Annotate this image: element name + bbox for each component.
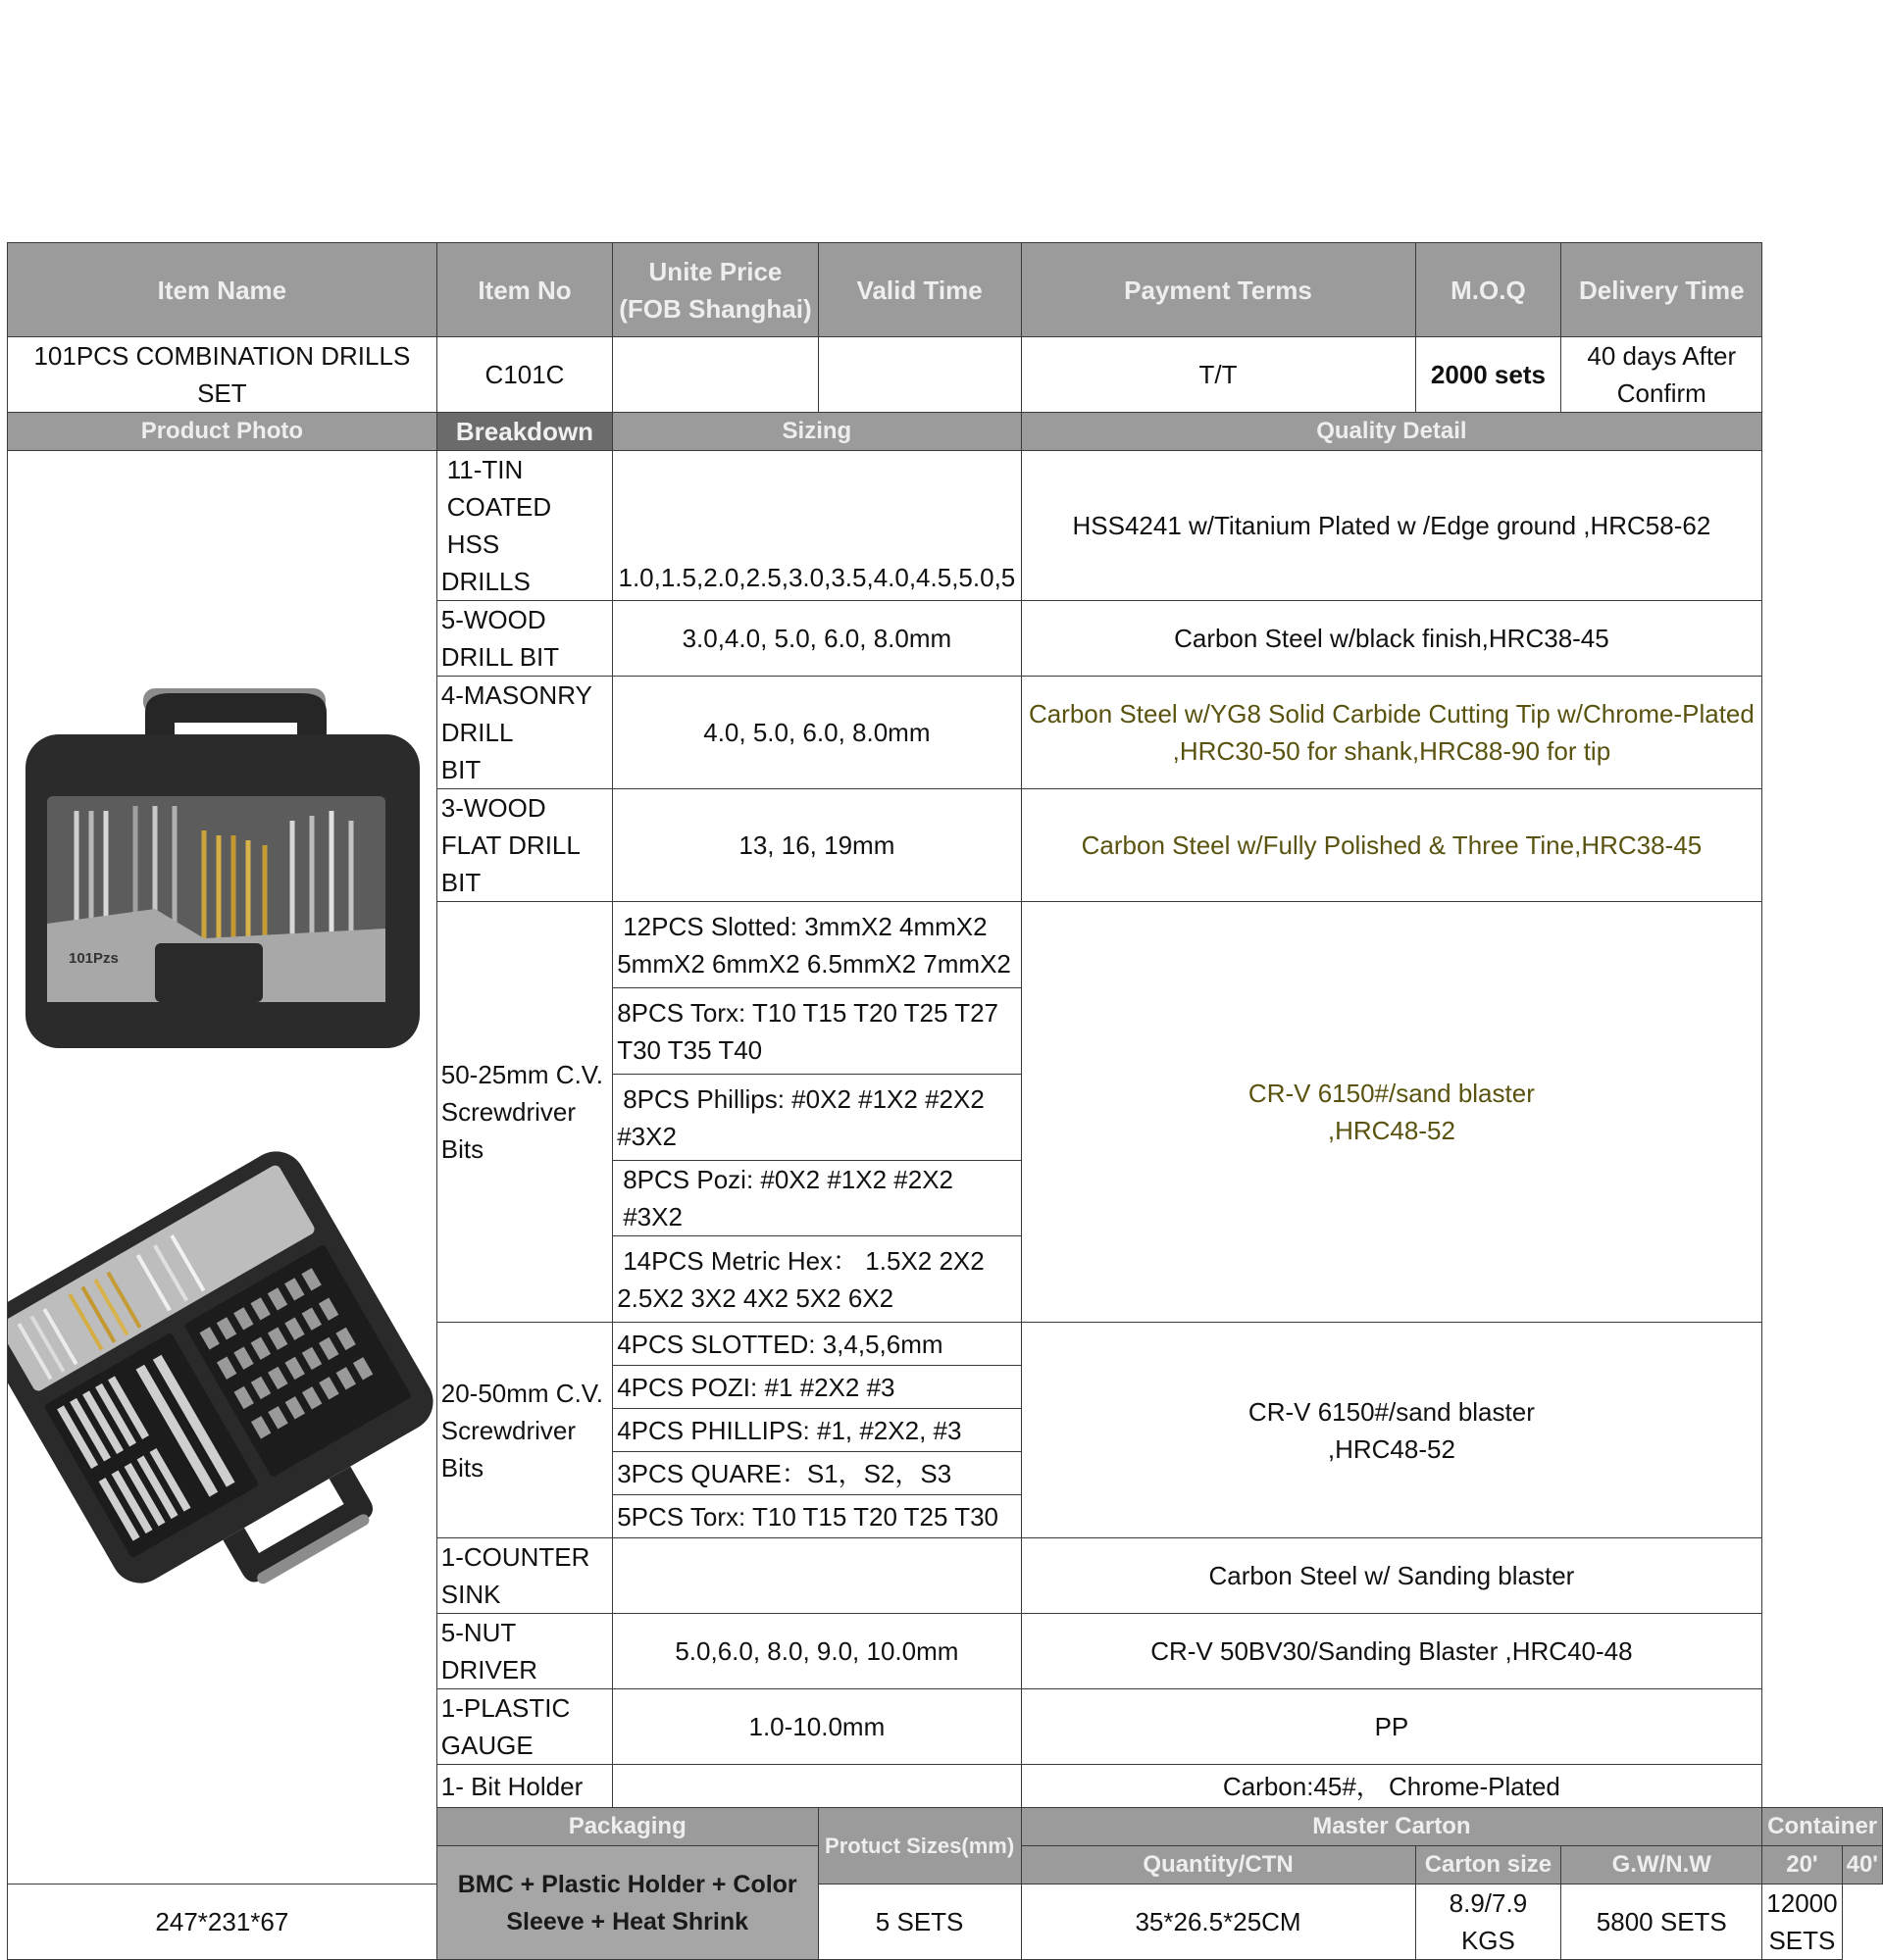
quality-masonry xyxy=(1021,677,1762,789)
quality-wood-drill: Carbon Steel w/black finish,HRC38-45 xyxy=(1021,601,1762,677)
sizing-bit-holder xyxy=(613,1765,1021,1808)
item-delivery-time xyxy=(1561,337,1762,413)
quality-bits-50mm xyxy=(1021,1323,1762,1538)
header-payment-terms: Payment Terms xyxy=(1021,243,1415,337)
sizing-tin-drills: 1.0,1.5,2.0,2.5,3.0,3.5,4.0,4.5,5.0,5 xyxy=(613,451,1021,601)
sizing-bits-50mm-square: 3PCS QUARE：S1，S2，S3 xyxy=(613,1452,1021,1495)
sizing-counter-sink xyxy=(613,1538,1021,1614)
breakdown-tin-drills-line1: 11-TIN COATED HSS xyxy=(446,455,552,559)
section-product-photo: Product Photo xyxy=(8,413,437,451)
sizing-plastic-gauge: 1.0-10.0mm xyxy=(613,1689,1021,1765)
quality-masonry-line1: Carbon Steel w/YG8 Solid Carbide Cutting Tip w/Chrome-Plated xyxy=(1028,699,1755,729)
quality-nut-driver: CR-V 50BV30/Sanding Blaster ,HRC40-48 xyxy=(1021,1614,1762,1689)
sizing-bits-50mm-phillips: 4PCS PHILLIPS: #1, #2X2, #3 xyxy=(613,1409,1021,1452)
quality-plastic-gauge: PP xyxy=(1021,1689,1762,1765)
quality-tin-drills: HSS4241 w/Titanium Plated w /Edge ground ,HRC58-62 xyxy=(1021,451,1762,601)
header-item-no: Item No xyxy=(436,243,612,337)
sizing-bits-50mm-torx: 5PCS Torx: T10 T15 T20 T25 T30 xyxy=(613,1495,1021,1538)
breakdown-bits-25mm-line2: Screwdriver Bits xyxy=(440,1097,576,1164)
container-40-header: 40' xyxy=(1842,1846,1882,1885)
breakdown-plastic-gauge: 1-PLASTIC GAUGE xyxy=(436,1689,612,1765)
open-case-image xyxy=(8,1140,435,1644)
case-label: 101Pzs xyxy=(69,950,119,967)
sizing-bits-25mm-hex xyxy=(613,1236,1021,1323)
header-unit-price-line1: Unite Price xyxy=(648,256,783,286)
quality-bit-holder: Carbon:45#， Chrome-Plated xyxy=(1021,1765,1762,1808)
breakdown-masonry-line2: BIT xyxy=(440,755,482,784)
sizing-flat-drill: 13, 16, 19mm xyxy=(613,789,1021,902)
container-40-value: 12000 SETS xyxy=(1762,1885,1842,1960)
header-item-name: Item Name xyxy=(8,243,437,337)
breakdown-bits-25mm xyxy=(436,902,612,1323)
sizing-bits-25mm-pozi: 8PCS Pozi: #0X2 #1X2 #2X2 #3X2 xyxy=(613,1161,1021,1236)
container-20-value: 5800 SETS xyxy=(1561,1885,1762,1960)
header-delivery-time: Delivery Time xyxy=(1561,243,1762,337)
breakdown-nut-driver: 5-NUT DRIVER xyxy=(436,1614,612,1689)
item-moq: 2000 sets xyxy=(1415,337,1561,413)
breakdown-bits-50mm xyxy=(436,1323,612,1538)
quality-masonry-line2: ,HRC30-50 for shank,HRC88-90 for tip xyxy=(1172,736,1611,766)
sizing-bits-50mm-slotted: 4PCS SLOTTED: 3,4,5,6mm xyxy=(613,1323,1021,1366)
carton-size-header: Carton size xyxy=(1415,1846,1561,1885)
breakdown-counter-sink: 1-COUNTER SINK xyxy=(436,1538,612,1614)
breakdown-flat-drill-line2: BIT xyxy=(440,868,482,897)
item-delivery-line1: 40 days After xyxy=(1587,341,1737,371)
breakdown-bits-50mm-line1: 20-50mm C.V. xyxy=(440,1378,603,1408)
header-unit-price xyxy=(613,243,818,337)
quality-bits-50mm-line1: CR-V 6150#/sand blaster xyxy=(1247,1396,1535,1427)
quantity-ctn-value: 5 SETS xyxy=(818,1885,1021,1960)
master-carton-header: Master Carton xyxy=(1021,1808,1762,1846)
gw-nw-header: G.W/N.W xyxy=(1561,1846,1762,1885)
gw-nw-value: 8.9/7.9 KGS xyxy=(1415,1885,1561,1960)
sizing-bits-25mm-hex-line1: 14PCS Metric Hex： 1.5X2 2X2 xyxy=(623,1245,985,1276)
breakdown-tin-drills xyxy=(436,451,612,601)
breakdown-flat-drill-line1: 3-WOOD FLAT DRILL xyxy=(440,793,581,860)
product-photo xyxy=(8,625,435,1710)
item-unit-price xyxy=(613,337,818,413)
header-moq: M.O.Q xyxy=(1415,243,1561,337)
sizing-bits-25mm-hex-line2: 2.5X2 3X2 4X2 5X2 6X2 xyxy=(617,1282,894,1313)
item-delivery-line2: Confirm xyxy=(1616,378,1706,408)
breakdown-bits-50mm-line2: Screwdriver Bits xyxy=(440,1415,576,1483)
quality-bits-25mm-line1: CR-V 6150#/sand blaster xyxy=(1247,1079,1535,1108)
closed-case-image xyxy=(25,688,420,1048)
product-photo-cell xyxy=(8,451,437,1885)
breakdown-bit-holder: 1- Bit Holder xyxy=(436,1765,612,1808)
item-name: 101PCS COMBINATION DRILLS SET xyxy=(8,337,437,413)
breakdown-tin-drills-line2: DRILLS xyxy=(440,567,531,596)
breakdown-flat-drill xyxy=(436,789,612,902)
item-valid-time xyxy=(818,337,1021,413)
item-payment-terms: T/T xyxy=(1021,337,1415,413)
breakdown-masonry-line1: 4-MASONRY DRILL xyxy=(440,680,592,747)
container-header: Container xyxy=(1762,1808,1883,1846)
sizing-bits-25mm-torx xyxy=(613,988,1021,1075)
breakdown-masonry xyxy=(436,677,612,789)
header-valid-time: Valid Time xyxy=(818,243,1021,337)
sizing-bits-25mm-slotted-line2: 5mmX2 6mmX2 6.5mmX2 7mmX2 xyxy=(617,948,1011,979)
quality-bits-50mm-line2: ,HRC48-52 xyxy=(1327,1433,1455,1464)
sizing-bits-25mm-torx-line2: T30 T35 T40 xyxy=(617,1034,763,1065)
quality-counter-sink: Carbon Steel w/ Sanding blaster xyxy=(1021,1538,1762,1614)
container-20-header: 20' xyxy=(1762,1846,1842,1885)
quantity-ctn-header: Quantity/CTN xyxy=(1021,1846,1415,1885)
section-breakdown: Breakdown xyxy=(436,413,612,451)
sizing-masonry: 4.0, 5.0, 6.0, 8.0mm xyxy=(613,677,1021,789)
sizing-bits-25mm-slotted-line1: 12PCS Slotted: 3mmX2 4mmX2 xyxy=(623,911,988,941)
packaging-header: Packaging xyxy=(436,1808,818,1846)
sizing-bits-25mm-phillips-line1: 8PCS Phillips: #0X2 #1X2 #2X2 xyxy=(623,1083,985,1114)
sizing-bits-50mm-pozi: 4PCS POZI: #1 #2X2 #3 xyxy=(613,1366,1021,1409)
quality-bits-25mm xyxy=(1021,902,1762,1323)
header-unit-price-line2: (FOB Shanghai) xyxy=(619,293,812,324)
item-no: C101C xyxy=(436,337,612,413)
sizing-bits-25mm-slotted xyxy=(613,902,1021,988)
breakdown-bits-25mm-line1: 50-25mm C.V. xyxy=(440,1060,603,1089)
product-sizes-value: 247*231*67 xyxy=(8,1885,437,1960)
product-spec-table xyxy=(7,242,1883,1960)
carton-size-value: 35*26.5*25CM xyxy=(1021,1885,1415,1960)
section-sizing: Sizing xyxy=(613,413,1021,451)
section-quality-detail: Quality Detail xyxy=(1021,413,1762,451)
sizing-nut-driver: 5.0,6.0, 8.0, 9.0, 10.0mm xyxy=(613,1614,1021,1689)
quality-flat-drill: Carbon Steel w/Fully Polished & Three Tine,HRC38-45 xyxy=(1021,789,1762,902)
packaging-description: BMC + Plastic Holder + Color Sleeve + Heat Shrink xyxy=(436,1846,818,1960)
sizing-bits-25mm-phillips-line2: #3X2 xyxy=(617,1121,677,1151)
product-sizes-header: Protuct Sizes(mm) xyxy=(818,1808,1021,1885)
sizing-wood-drill: 3.0,4.0, 5.0, 6.0, 8.0mm xyxy=(613,601,1021,677)
sizing-bits-25mm-torx-line1: 8PCS Torx: T10 T15 T20 T25 T27 xyxy=(617,997,999,1028)
sizing-bits-25mm-phillips xyxy=(613,1075,1021,1161)
quality-bits-25mm-line2: ,HRC48-52 xyxy=(1327,1116,1455,1145)
breakdown-wood-drill: 5-WOOD DRILL BIT xyxy=(436,601,612,677)
